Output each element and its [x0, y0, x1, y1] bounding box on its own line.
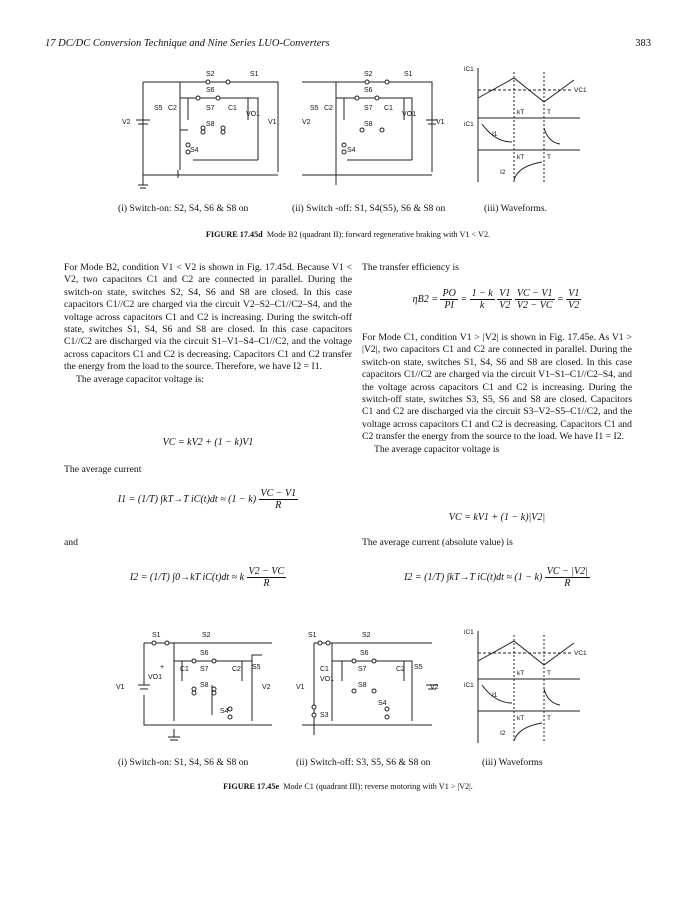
- label-ic1: iC1: [464, 629, 474, 636]
- circuit-diagram-b2-off: [292, 60, 452, 190]
- right-column: [362, 332, 632, 456]
- subcaption-d-3: (iii) Waveforms.: [484, 203, 547, 214]
- label-s5: S5: [154, 105, 163, 112]
- label-s7: S7: [206, 105, 215, 112]
- label-s5: S5: [310, 105, 319, 112]
- label-s2: S2: [362, 632, 371, 639]
- label-v1: V1: [116, 684, 125, 691]
- subcaption-d-1: (i) Switch-on: S2, S4, S6 & S8 on: [118, 203, 249, 214]
- equation-eff-lhs: ηB2 =: [412, 293, 438, 305]
- label-vo1: VO1: [402, 111, 417, 118]
- label-t-lower: T: [547, 715, 551, 722]
- label-c2: C2: [232, 666, 241, 673]
- label-s8: S8: [358, 682, 367, 689]
- figure-caption-e: [0, 782, 696, 791]
- label-t: T: [547, 109, 551, 116]
- label-vo1: VO1: [320, 676, 335, 683]
- label-s6: S6: [364, 87, 373, 94]
- label-s6: S6: [206, 87, 215, 94]
- label-kt-lower: kT: [517, 715, 525, 722]
- label-v1: V1: [296, 684, 305, 691]
- label-s1: S1: [152, 632, 161, 639]
- label-s1: S1: [250, 71, 259, 78]
- label-c1: C1: [180, 666, 189, 673]
- paragraph-mode-b2: For Mode B2, condition V1 < V2 is shown in Fig. 17.45d. Because V1 < V2, two capacitors C1 and C2 are connected in parallel. During the switch-on state, switches S2, S4, S6 and S8 are closed. In this case capacitors C1//C2 are charged via the circuit V2–S2–C1//C2–S4, and the voltage across capacitors C1 and C2 is increasing. During the switch-off state, switches S1, S4, S6 and S8 are closed. In this case capacitors C1//C2 are discharged via the circuit S1–V1–S4–C1//C2, and the voltage across capacitors C1 and C2 is decreasing. Capacitors C1 and C2 transfer the energy from the load to the source. Therefore, we have I2 = I1.: [64, 262, 352, 373]
- subcaption-e-3: (iii) Waveforms: [482, 757, 543, 768]
- label-s8: S8: [200, 682, 209, 689]
- label-i2: I2: [500, 169, 506, 176]
- label-vc1: VC1: [574, 87, 587, 94]
- label-c1: C1: [320, 666, 329, 673]
- label-s7: S7: [358, 666, 367, 673]
- label-s1: S1: [404, 71, 413, 78]
- label-c1: C1: [228, 105, 237, 112]
- equation-i2c1-fraction: $\frac{VC - |V2|}{R}$: [546, 566, 588, 589]
- label-kt: kT: [517, 670, 525, 677]
- label-v2: V2: [122, 119, 131, 126]
- running-header: 17 DC/DC Conversion Technique and Nine Series LUO-Converters: [45, 38, 330, 49]
- subcaption-e-1: (i) Switch-on: S1, S4, S6 & S8 on: [118, 757, 249, 768]
- label-s5: S5: [252, 664, 261, 671]
- label-c1: C1: [384, 105, 393, 112]
- label-v1: V1: [436, 119, 445, 126]
- equation-i2-fraction: $\frac{V2 - VC}{R}$: [248, 566, 285, 589]
- label-c2: C2: [324, 105, 333, 112]
- label-s8: S8: [364, 121, 373, 128]
- label-s6: S6: [200, 650, 209, 657]
- label-s7: S7: [364, 105, 373, 112]
- page-number: 383: [635, 38, 651, 49]
- eff-frac-2: $\frac{1 - k}{k}$: [471, 288, 493, 311]
- label-average-current-abs: The average current (absolute value) is: [362, 537, 513, 548]
- label-v1: V1: [268, 119, 277, 126]
- equation-i2-c1: [362, 566, 632, 589]
- label-s4: S4: [190, 147, 199, 154]
- label-i1: I1: [492, 692, 498, 699]
- label-and: and: [64, 537, 78, 548]
- label-s3: S3: [320, 712, 329, 719]
- label-c2: C2: [396, 666, 405, 673]
- eff-frac-5: $\frac{V1}{V2}$: [568, 288, 580, 311]
- label-s5: S5: [414, 664, 423, 671]
- label-plus: +: [160, 664, 165, 671]
- eff-frac-3: $\frac{V1}{V2}$: [499, 288, 511, 311]
- waveform-diagram-b2: [460, 62, 590, 192]
- label-v2: V2: [262, 684, 271, 691]
- label-s8: S8: [206, 121, 215, 128]
- label-kt-lower: kT: [517, 154, 525, 161]
- label-s1: S1: [308, 632, 317, 639]
- label-s4: S4: [220, 708, 229, 715]
- circuit-diagram-c1-on: [112, 625, 292, 745]
- equation-vc-c1: VC = kV1 + (1 − k)|V2|: [448, 512, 546, 523]
- label-s6: S6: [360, 650, 369, 657]
- equation-i1-lhs: I1 = (1/T) ∫kT→T iC(t)dt ≈ (1 − k): [117, 493, 257, 505]
- label-transfer-efficiency: The transfer efficiency is: [362, 262, 459, 273]
- equation-vc-b2: VC = kV2 + (1 − k)V1: [162, 437, 254, 448]
- label-t: T: [547, 670, 551, 677]
- figure-caption-d: [0, 230, 696, 239]
- equation-efficiency-b2: ηB2 = $\frac{PO}{PI}$ = $\frac{1 - k}{k}$ $\frac{V1}{V2}$ $\frac{VC - V1}{V2 - VC}$ = $\frac{V1}{V2}$: [412, 288, 580, 311]
- subcaption-d-2: (ii) Switch -off: S1, S4(S5), S6 & S8 on: [292, 203, 446, 214]
- paragraph-avg-voltage-label: The average capacitor voltage is:: [76, 373, 205, 385]
- paragraph-avg-voltage-label-c1: The average capacitor voltage is: [374, 443, 500, 455]
- label-kt: kT: [517, 109, 525, 116]
- label-s7: S7: [200, 666, 209, 673]
- label-v2: V2: [302, 119, 311, 126]
- label-c2: C2: [168, 105, 177, 112]
- label-ic1: iC1: [464, 66, 474, 73]
- label-s4: S4: [378, 700, 387, 707]
- equation-i1-fraction: $\frac{VC - V1}{R}$: [260, 488, 297, 511]
- circuit-diagram-c1-off: [292, 625, 452, 745]
- label-s4: S4: [347, 147, 356, 154]
- waveform-diagram-c1: [460, 625, 590, 750]
- paragraph-mode-c1: For Mode C1, condition V1 > |V2| is shown in Fig. 17.45e. As V1 > |V2|, two capacitors C1 and C2 are connected in parallel. During the switch-on state, switches S1, S4, S6 and S8 are closed. In this case capacitors C1//C2 are charged via the circuit V1–S1–C1//C2–S4, and the voltage across capacitors C1 and C2 is increasing. During the switch-off state, switches S3, S5, S6 and S8 are closed. Capacitors C1 and C2 are discharged via the circuit S3–V2–S5–C1//C2, and the voltage across capacitors C1 and C2 is decreasing. Capacitors C1 and C2 transfer the energy from the source to the load. We have I1 = I2.: [362, 332, 632, 443]
- equation-i2-lhs: I2 = (1/T) ∫0→kT iC(t)dt ≈ k: [129, 571, 245, 583]
- eff-frac-1: $\frac{PO}{PI}$: [442, 288, 456, 311]
- figure-text-e: Mode C1 (quadrant III): reverse motoring with V1 > |V2|.: [283, 782, 473, 791]
- label-vc1: VC1: [574, 650, 587, 657]
- label-t-lower: T: [547, 154, 551, 161]
- equation-i1-b2: [64, 488, 352, 511]
- label-i1: I1: [492, 131, 498, 138]
- label-vo1: VO1: [246, 111, 261, 118]
- label-vo1: VO1: [148, 674, 163, 681]
- equation-i2c1-lhs: I2 = (1/T) ∫kT→T iC(t)dt ≈ (1 − k): [404, 571, 543, 583]
- label-s2: S2: [206, 71, 215, 78]
- figure-text-d: Mode B2 (quadrant II): forward regenerative braking with V1 < V2.: [266, 230, 491, 239]
- label-ic1-second: iC1: [464, 121, 474, 128]
- eff-frac-4: $\frac{VC - V1}{V2 - VC}$: [516, 288, 553, 311]
- equation-i2-b2: [64, 566, 352, 589]
- label-average-current: The average current: [64, 464, 142, 475]
- label-ic1-second: iC1: [464, 682, 474, 689]
- label-s2: S2: [364, 71, 373, 78]
- label-s2: S2: [202, 632, 211, 639]
- label-v2: V2: [430, 684, 439, 691]
- left-column: [64, 262, 352, 386]
- subcaption-e-2: (ii) Switch-off: S3, S5, S6 & S8 on: [296, 757, 431, 768]
- figure-label-d: FIGURE 17.45d: [205, 230, 263, 239]
- figure-label-e: FIGURE 17.45e: [223, 782, 280, 791]
- circuit-diagram-b2-on: [118, 60, 310, 190]
- label-i2: I2: [500, 730, 506, 737]
